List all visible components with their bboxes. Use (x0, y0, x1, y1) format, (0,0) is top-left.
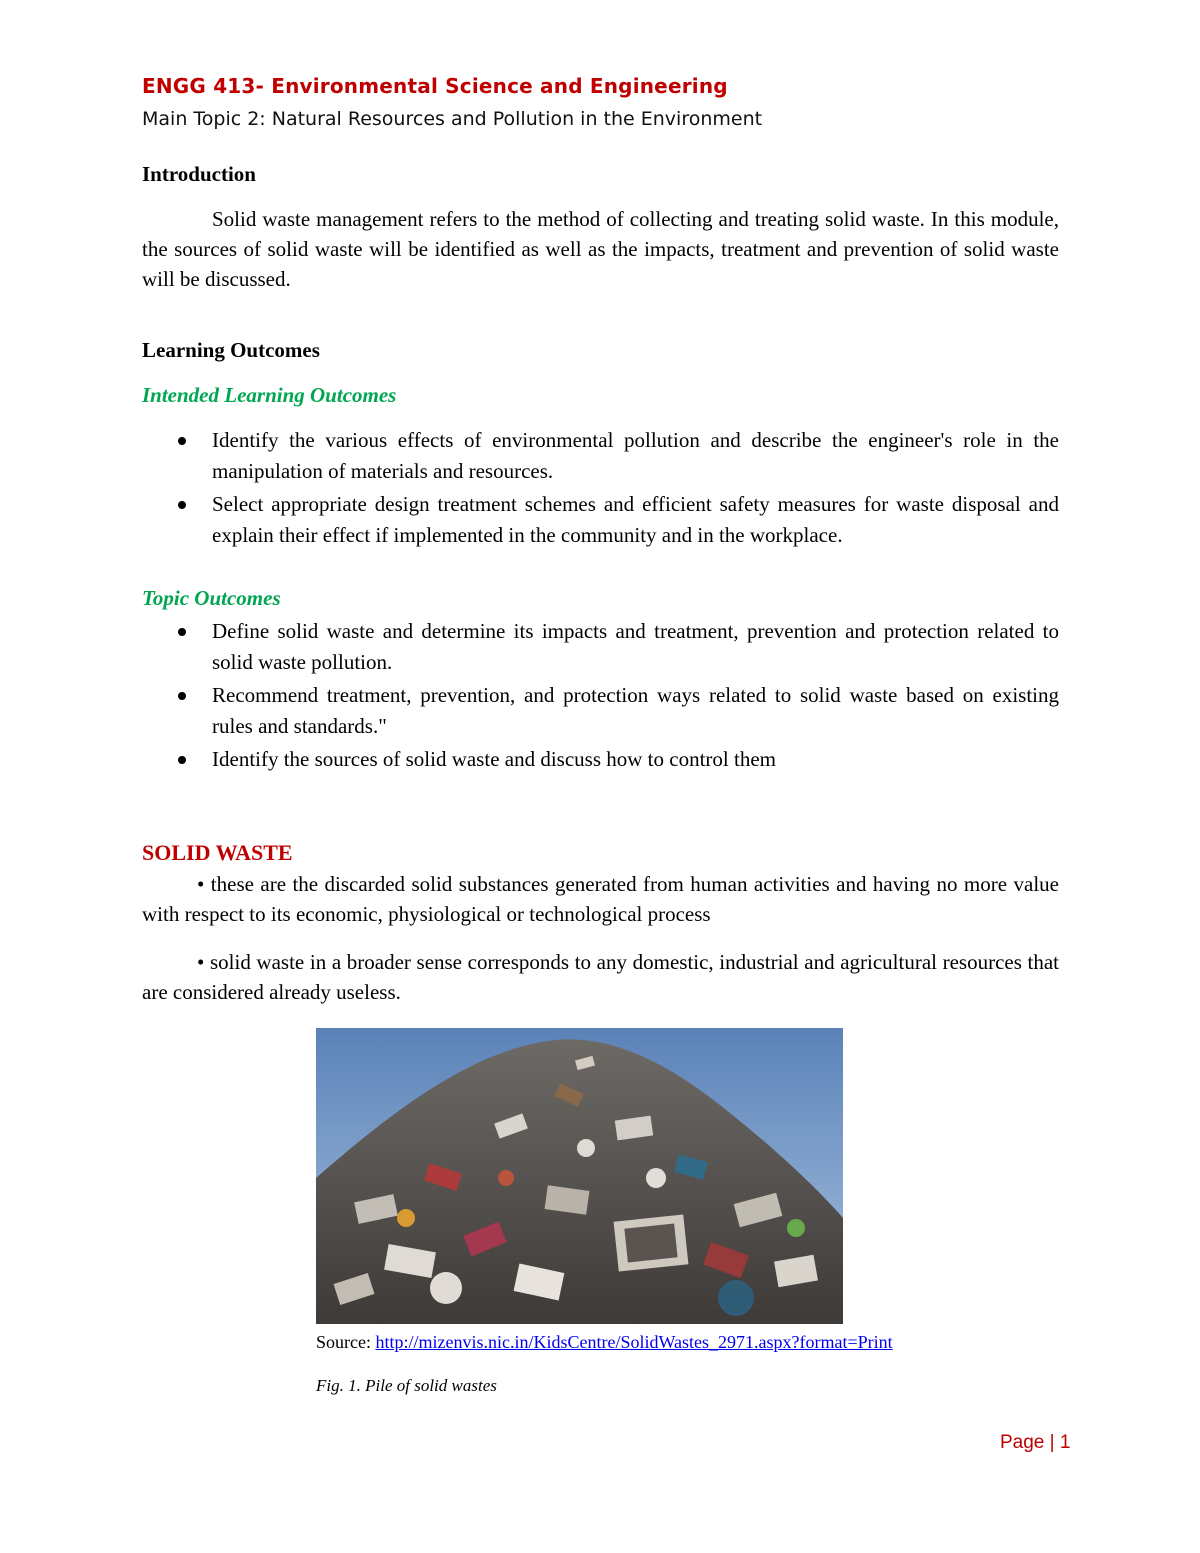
figure-source (316, 1332, 893, 1353)
solid-waste-point-1: • these are the discarded solid substances generated from human activities and having no more value with respect to its economic, physiological or technological process (142, 872, 1059, 926)
bullet-icon (178, 501, 186, 509)
introduction-text: Solid waste management refers to the method of collecting and treating solid waste. In this module, the sources of solid waste will be identified as well as the impacts, treatment and prevention of solid waste will be discussed. (142, 207, 1059, 291)
main-topic: Main Topic 2: Natural Resources and Pollution in the Environment (142, 108, 763, 130)
source-label: Source: (316, 1332, 376, 1352)
intended-outcomes-list (142, 425, 1059, 553)
list-item: Identify the sources of solid waste and discuss how to control them (142, 744, 1059, 775)
page-number: Page | 1 (1000, 1432, 1071, 1453)
introduction-heading: Introduction (142, 162, 256, 186)
solid-waste-pile-photo (316, 1028, 843, 1324)
topic-outcomes-list (142, 616, 1059, 777)
solid-waste-heading: SOLID WASTE (142, 840, 293, 865)
figure-caption: Fig. 1. Pile of solid wastes (316, 1376, 497, 1395)
topic-outcomes-heading: Topic Outcomes (142, 586, 281, 610)
list-item: Select appropriate design treatment schemes and efficient safety measures for waste disposal and explain their effect if implemented in the community and in the workplace. (142, 489, 1059, 551)
bullet-icon (178, 756, 186, 764)
learning-outcomes-heading: Learning Outcomes (142, 338, 320, 362)
bullet-icon (178, 437, 186, 445)
course-title: ENGG 413- Environmental Science and Engineering (142, 74, 728, 98)
list-item: Define solid waste and determine its impacts and treatment, prevention and protection related to solid waste pollution. (142, 616, 1059, 678)
list-item: Recommend treatment, prevention, and protection ways related to solid waste based on existing rules and standards." (142, 680, 1059, 742)
bullet-icon (178, 692, 186, 700)
intended-outcomes-heading: Intended Learning Outcomes (142, 383, 397, 407)
bullet-icon (178, 628, 186, 636)
list-item: Identify the various effects of environmental pollution and describe the engineer's role in the manipulation of materials and resources. (142, 425, 1059, 487)
source-link[interactable]: http://mizenvis.nic.in/KidsCentre/SolidWastes_2971.aspx?format=Print (375, 1332, 893, 1352)
solid-waste-point-2: • solid waste in a broader sense corresponds to any domestic, industrial and agricultural resources that are considered already useless. (142, 950, 1059, 1004)
